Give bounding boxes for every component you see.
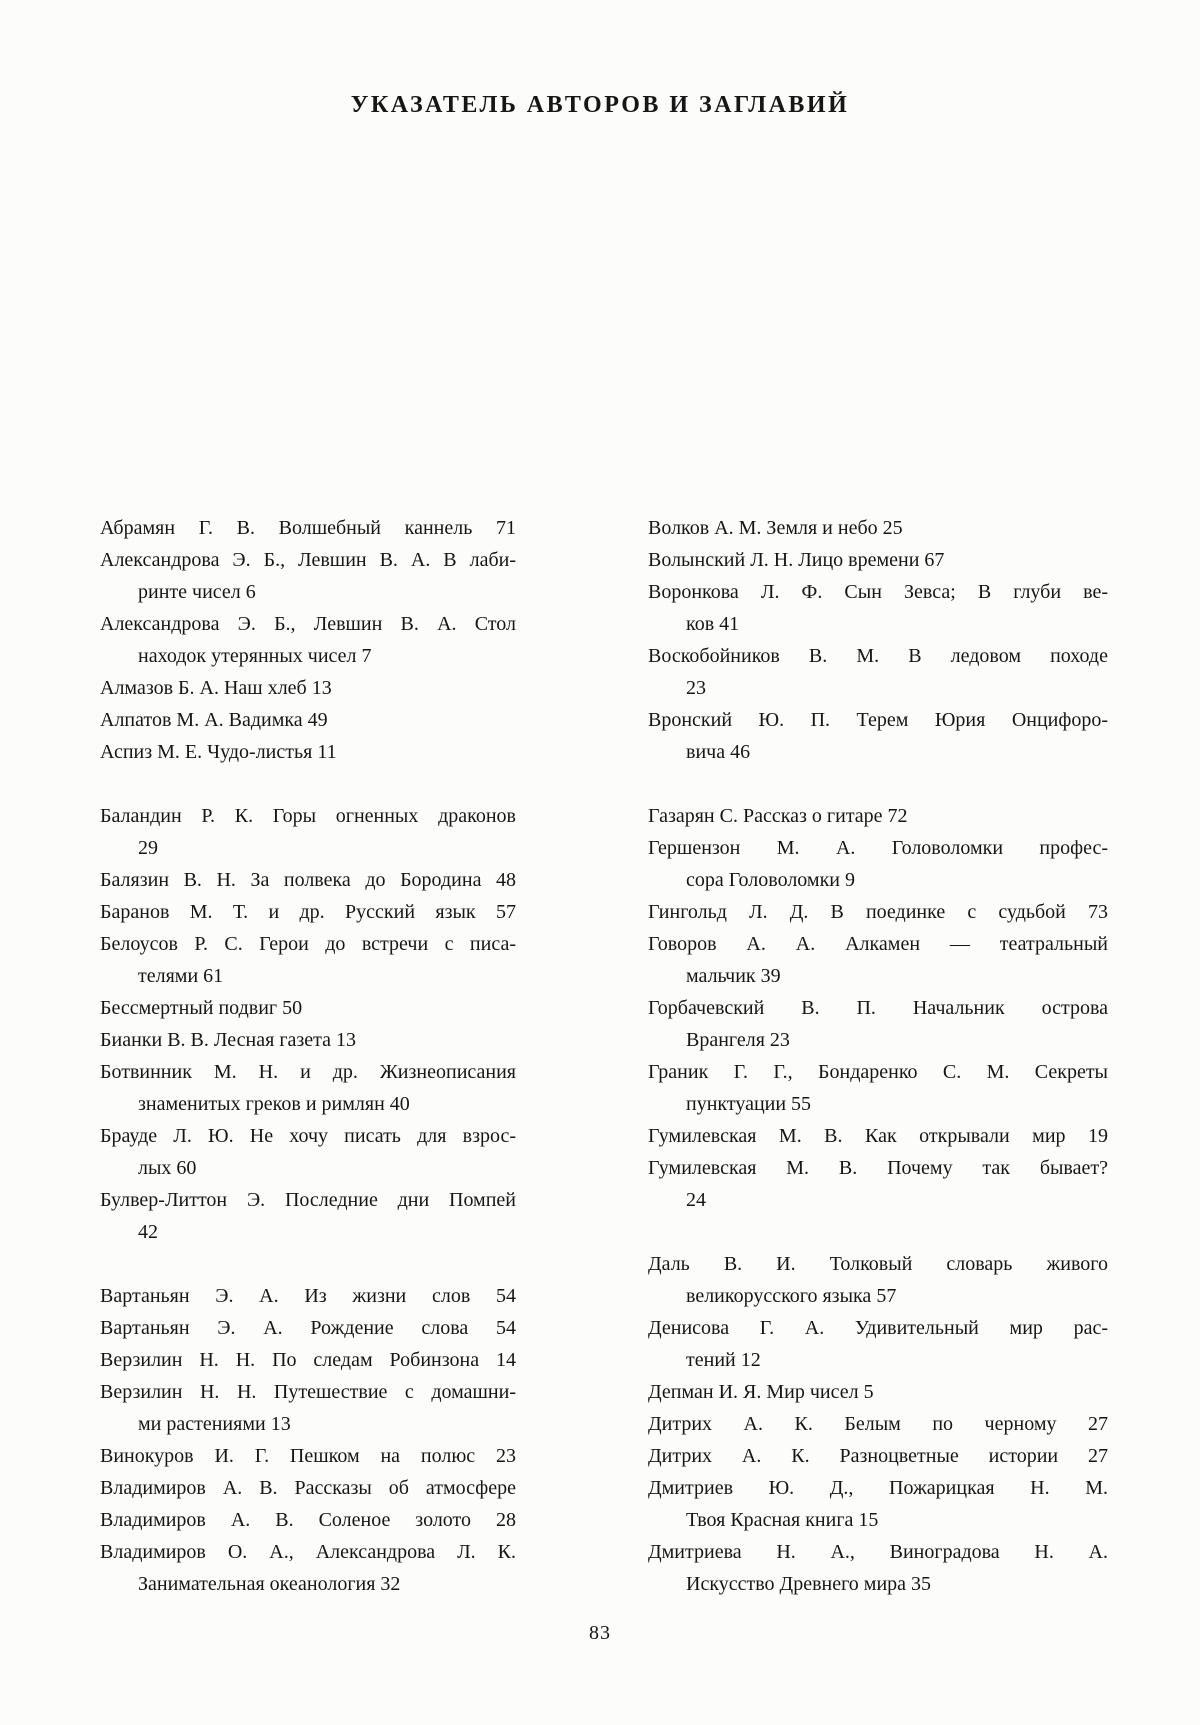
index-entry-line: Ботвинник М. Н. и др. Жизнеописания [100,1061,516,1083]
index-entry-line: Аспиз М. Е. Чудо-листья 11 [100,741,337,763]
index-entry [100,1056,516,1120]
index-entry-line: Вартаньян Э. А. Рождение слова 54 [100,1317,516,1339]
index-column-right [648,512,1108,1600]
index-entry-line-continuation: мальчик 39 [686,965,781,987]
index-group [648,1248,1108,1600]
index-entry-line: Владимиров А. В. Рассказы об атмосфере [100,1477,516,1499]
index-entry-line-continuation: пунктуации 55 [686,1093,812,1115]
index-entry [648,1056,1108,1120]
index-entry-line: Граник Г. Г., Бондаренко С. М. Секреты [648,1061,1108,1083]
index-entry-line-continuation: сора Головоломки 9 [686,869,855,891]
index-entry-line: Александрова Э. Б., Левшин В. А. В лаби- [100,549,516,571]
index-entry [648,544,1108,576]
page-title: УКАЗАТЕЛЬ АВТОРОВ И ЗАГЛАВИЙ [350,92,850,118]
index-entry-line: Александрова Э. Б., Левшин В. А. Стол [100,613,516,635]
index-entry [100,704,516,736]
index-entry [100,1344,516,1376]
index-entry [648,1440,1108,1472]
index-entry [100,1536,516,1600]
index-entry-line-continuation: Врангеля 23 [686,1029,790,1051]
index-entry [100,1472,516,1504]
index-entry [100,512,516,544]
index-entry [100,864,516,896]
index-entry-line: Алпатов М. А. Вадимка 49 [100,709,328,731]
index-entry-line-continuation: ринте чисел 6 [138,581,256,603]
index-entry-line: Воскобойников В. М. В ледовом походе [648,645,1108,667]
index-entry-line: Абрамян Г. В. Волшебный каннель 71 [100,517,516,539]
index-entry-line-continuation: ми растениями 13 [138,1413,291,1435]
index-entry [100,896,516,928]
index-entry-line-continuation: Твоя Красная книга 15 [686,1509,879,1531]
index-entry-line: Вронский Ю. П. Терем Юрия Онцифоро- [648,709,1108,731]
index-entry [100,1312,516,1344]
index-entry-line-continuation: знаменитых греков и римлян 40 [138,1093,410,1115]
index-group [648,512,1108,768]
index-entry-line: Булвер-Литтон Э. Последние дни Помпей [100,1189,516,1211]
index-entry-line-continuation: лых 60 [138,1157,197,1179]
index-entry [100,1120,516,1184]
index-entry-line: Винокуров И. Г. Пешком на полюс 23 [100,1445,516,1467]
index-entry [648,1120,1108,1152]
index-entry [648,1472,1108,1536]
index-entry [648,640,1108,704]
index-entry-line: Гумилевская М. В. Почему так бывает? [648,1157,1108,1179]
index-entry-line: Гингольд Л. Д. В поединке с судьбой 73 [648,901,1108,923]
index-entry-line: Баранов М. Т. и др. Русский язык 57 [100,901,516,923]
index-entry [100,992,516,1024]
index-entry-line-continuation: 29 [138,837,158,859]
index-entry [648,1408,1108,1440]
index-entry [100,1440,516,1472]
index-entry [648,1248,1108,1312]
index-entry [100,800,516,864]
index-entry-line-continuation: вича 46 [686,741,751,763]
index-entry-line-continuation: тений 12 [686,1349,761,1371]
page-number: 83 [589,1622,611,1644]
index-entry [648,704,1108,768]
index-entry-line: Бессмертный подвиг 50 [100,997,303,1019]
index-entry [100,544,516,608]
index-entry-line: Горбачевский В. П. Начальник острова [648,997,1108,1019]
index-entry-line: Брауде Л. Ю. Не хочу писать для взрос- [100,1125,516,1147]
index-entry [100,1504,516,1536]
index-entry-line: Дмитриева Н. А., Виноградова Н. А. [648,1541,1108,1563]
index-entry [100,736,516,768]
index-entry-line: Балязин В. Н. За полвека до Бородина 48 [100,869,516,891]
index-group [648,800,1108,1216]
index-entry-line: Верзилин Н. Н. По следам Робинзона 14 [100,1349,516,1371]
index-entry [648,1536,1108,1600]
index-entry-line-continuation: находок утерянных чисел 7 [138,645,372,667]
index-entry [648,1376,1108,1408]
index-entry [100,672,516,704]
index-entry [648,992,1108,1056]
index-entry-line: Депман И. Я. Мир чисел 5 [648,1381,874,1403]
index-entry [100,1280,516,1312]
index-group [100,1280,516,1600]
index-entry-line: Гумилевская М. В. Как открывали мир 19 [648,1125,1108,1147]
index-entry-line: Владимиров О. А., Александрова Л. К. [100,1541,516,1563]
index-entry [100,608,516,672]
index-entry-line: Гершензон М. А. Головоломки профес- [648,837,1108,859]
index-entry-line: Волынский Л. Н. Лицо времени 67 [648,549,945,571]
index-entry-line-continuation: ков 41 [686,613,740,635]
index-entry [648,576,1108,640]
index-entry-line: Газарян С. Рассказ о гитаре 72 [648,805,908,827]
index-entry [648,512,1108,544]
index-entry [648,800,1108,832]
index-entry-line: Верзилин Н. Н. Путешествие с домашни- [100,1381,516,1403]
index-entry [648,928,1108,992]
index-entry-line: Даль В. И. Толковый словарь живого [648,1253,1108,1275]
index-entry-line: Говоров А. А. Алкамен — театральный [648,933,1108,955]
index-entry-line: Бианки В. В. Лесная газета 13 [100,1029,357,1051]
index-entry [100,1184,516,1248]
index-entry [100,1376,516,1440]
index-entry [648,1312,1108,1376]
index-entry-line: Дмитриев Ю. Д., Пожарицкая Н. М. [648,1477,1108,1499]
index-group [100,800,516,1248]
index-entry-line-continuation: Занимательная океанология 32 [138,1573,401,1595]
index-column-left [100,512,516,1600]
index-entry-line: Белоусов Р. С. Герои до встречи с писа- [100,933,516,955]
index-entry-line: Дитрих А. К. Белым по черному 27 [648,1413,1108,1435]
index-entry-line: Алмазов Б. А. Наш хлеб 13 [100,677,332,699]
index-entry-line: Дитрих А. К. Разноцветные истории 27 [648,1445,1108,1467]
index-entry-line: Волков А. М. Земля и небо 25 [648,517,903,539]
index-entry-line-continuation: телями 61 [138,965,224,987]
index-entry-line-continuation: 42 [138,1221,158,1243]
index-entry [100,1024,516,1056]
index-entry-line: Владимиров А. В. Соленое золото 28 [100,1509,516,1531]
index-entry-line-continuation: великорусского языка 57 [686,1285,897,1307]
index-entry-line-continuation: 23 [686,677,706,699]
index-entry [648,1152,1108,1216]
index-entry-line-continuation: 24 [686,1189,706,1211]
index-entry-line: Воронкова Л. Ф. Сын Зевса; В глуби ве- [648,581,1108,603]
index-entry [100,928,516,992]
index-entry [648,896,1108,928]
index-entry-line: Денисова Г. А. Удивительный мир рас- [648,1317,1108,1339]
index-group [100,512,516,768]
index-entry-line-continuation: Искусство Древнего мира 35 [686,1573,932,1595]
index-entry-line: Баландин Р. К. Горы огненных драконов [100,805,516,827]
index-entry-line: Вартаньян Э. А. Из жизни слов 54 [100,1285,516,1307]
index-entry [648,832,1108,896]
